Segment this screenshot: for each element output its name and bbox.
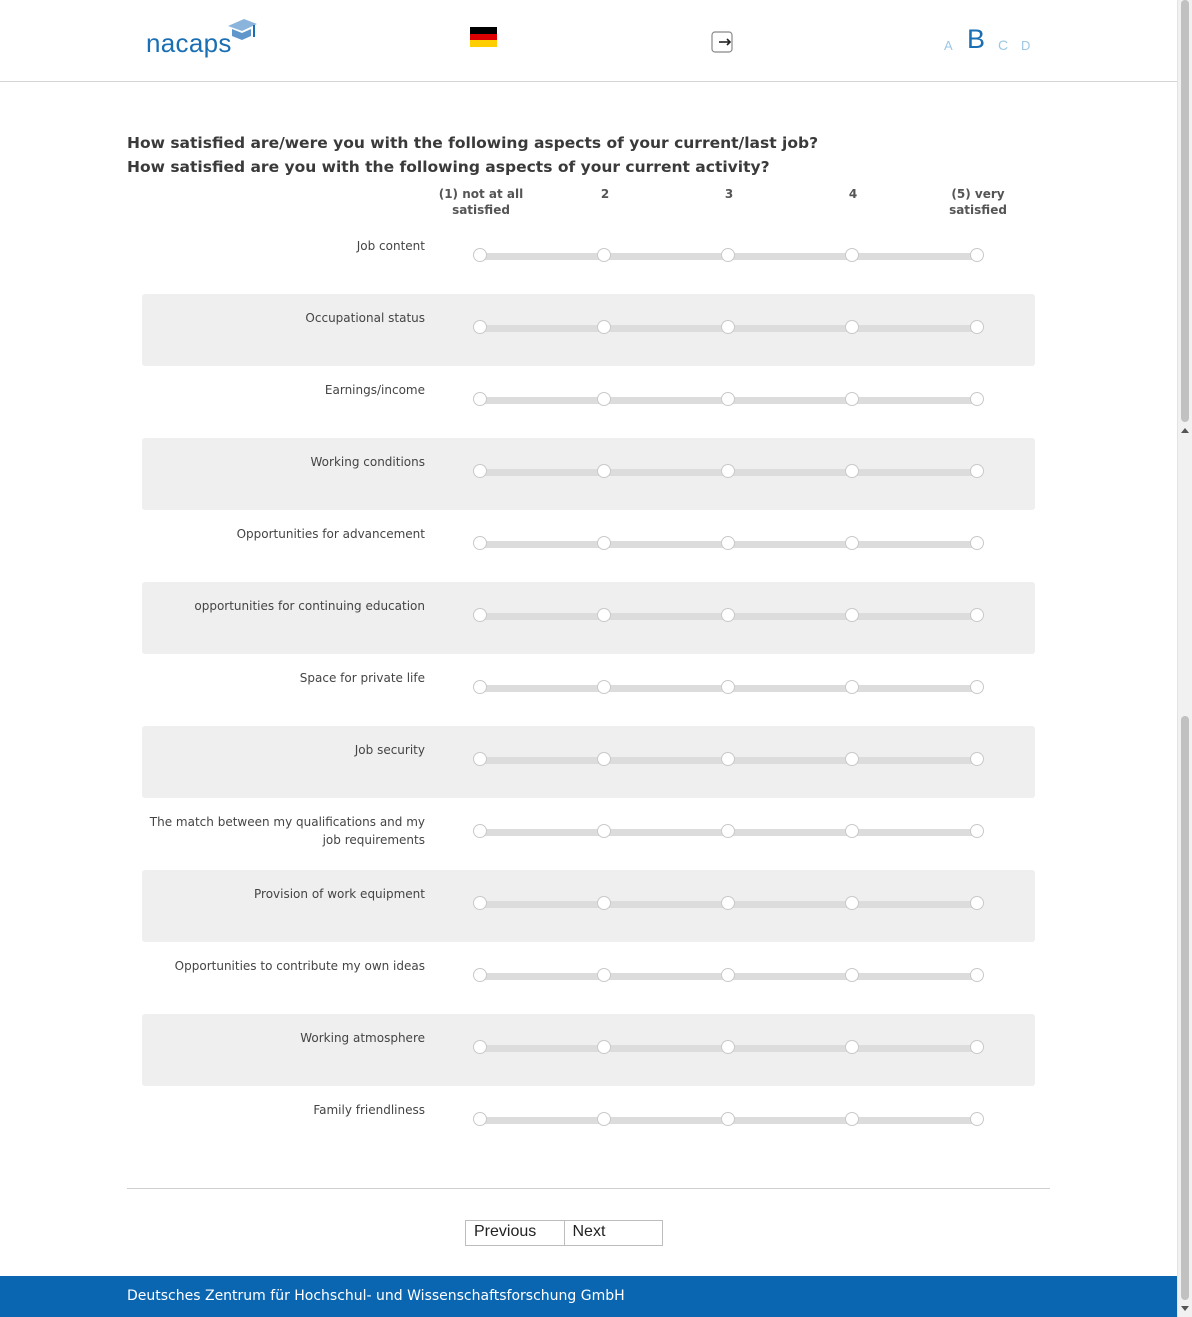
logo-text: nacaps xyxy=(146,28,232,58)
matrix-row-label: Job security xyxy=(354,743,425,757)
german-flag-icon[interactable] xyxy=(470,27,497,47)
rating-radio-3[interactable] xyxy=(721,248,735,262)
scrollbar-thumb-upper[interactable] xyxy=(1181,0,1189,422)
navigation-buttons xyxy=(465,1220,663,1246)
font-size-c[interactable]: C xyxy=(998,37,1009,53)
matrix-row xyxy=(142,294,1035,366)
rating-radio-3[interactable] xyxy=(721,536,735,550)
rating-radio-2[interactable] xyxy=(597,608,611,622)
matrix-row xyxy=(142,1014,1035,1086)
matrix-row-label: The match between my qualifications and my job requirements xyxy=(149,815,425,847)
question-title-line-1: How satisfied are/were you with the following aspects of your current/last job? xyxy=(127,134,819,152)
rating-radio-5[interactable] xyxy=(970,320,984,334)
matrix-row-label: opportunities for continuing education xyxy=(194,599,425,613)
rating-radio-1[interactable] xyxy=(473,1112,487,1126)
rating-radio-2[interactable] xyxy=(597,752,611,766)
scale-label-3: 3 xyxy=(724,187,734,201)
rating-radio-2[interactable] xyxy=(597,320,611,334)
rating-radio-1[interactable] xyxy=(473,536,487,550)
matrix-row xyxy=(142,438,1035,510)
matrix-row xyxy=(142,726,1035,798)
rating-radio-4[interactable] xyxy=(845,896,859,910)
rating-radio-1[interactable] xyxy=(473,680,487,694)
matrix-row-label: Job content xyxy=(356,239,425,253)
scale-label-2: 2 xyxy=(600,187,610,201)
rating-radio-5[interactable] xyxy=(970,1040,984,1054)
nacaps-logo[interactable] xyxy=(146,18,266,62)
matrix-row-label: Opportunities to contribute my own ideas xyxy=(174,959,425,973)
rating-radio-1[interactable] xyxy=(473,896,487,910)
rating-radio-2[interactable] xyxy=(597,536,611,550)
rating-radio-1[interactable] xyxy=(473,752,487,766)
rating-radio-2[interactable] xyxy=(597,392,611,406)
matrix-row xyxy=(142,510,1035,582)
matrix-row-label: Opportunities for advancement xyxy=(236,527,425,541)
rating-radio-4[interactable] xyxy=(845,1040,859,1054)
flag-stripe-red xyxy=(470,34,497,41)
rating-radio-3[interactable] xyxy=(721,680,735,694)
matrix-row-label: Family friendliness xyxy=(313,1103,425,1117)
rating-radio-4[interactable] xyxy=(845,248,859,262)
matrix-row-label: Provision of work equipment xyxy=(254,887,425,901)
rating-radio-4[interactable] xyxy=(845,536,859,550)
rating-radio-1[interactable] xyxy=(473,1040,487,1054)
rating-radio-2[interactable] xyxy=(597,968,611,982)
rating-radio-3[interactable] xyxy=(721,1040,735,1054)
rating-radio-5[interactable] xyxy=(970,752,984,766)
rating-radio-4[interactable] xyxy=(845,968,859,982)
scale-label-5: (5) very satisfied xyxy=(949,187,1007,217)
rating-radio-2[interactable] xyxy=(597,1040,611,1054)
rating-radio-1[interactable] xyxy=(473,248,487,262)
rating-radio-2[interactable] xyxy=(597,824,611,838)
scrollbar[interactable] xyxy=(1177,0,1192,1317)
flag-stripe-gold xyxy=(470,40,497,47)
rating-radio-5[interactable] xyxy=(970,536,984,550)
rating-radio-4[interactable] xyxy=(845,608,859,622)
rating-radio-4[interactable] xyxy=(845,1112,859,1126)
question-title-line-2: How satisfied are you with the following aspects of your current activity? xyxy=(127,158,770,176)
rating-radio-1[interactable] xyxy=(473,608,487,622)
graduation-cap-icon xyxy=(226,18,258,44)
matrix-row xyxy=(142,870,1035,942)
divider xyxy=(127,1188,1050,1189)
matrix-row xyxy=(142,366,1035,438)
font-size-b[interactable]: B xyxy=(967,24,986,54)
rating-radio-5[interactable] xyxy=(970,968,984,982)
rating-radio-3[interactable] xyxy=(721,608,735,622)
previous-button[interactable]: Previous xyxy=(474,1223,537,1240)
font-size-d[interactable]: D xyxy=(1021,38,1031,53)
matrix-row xyxy=(142,1086,1035,1158)
matrix-row xyxy=(142,582,1035,654)
scale-label-4: 4 xyxy=(848,187,858,201)
rating-radio-3[interactable] xyxy=(721,752,735,766)
rating-radio-3[interactable] xyxy=(721,896,735,910)
rating-radio-1[interactable] xyxy=(473,464,487,478)
rating-radio-5[interactable] xyxy=(970,608,984,622)
rating-radio-5[interactable] xyxy=(970,1112,984,1126)
matrix-row xyxy=(142,942,1035,1014)
rating-radio-2[interactable] xyxy=(597,896,611,910)
rating-radio-5[interactable] xyxy=(970,680,984,694)
rating-radio-3[interactable] xyxy=(721,320,735,334)
next-button[interactable]: Next xyxy=(564,1221,663,1245)
rating-radio-1[interactable] xyxy=(473,824,487,838)
rating-radio-4[interactable] xyxy=(845,824,859,838)
rating-radio-3[interactable] xyxy=(721,1112,735,1126)
rating-radio-3[interactable] xyxy=(721,968,735,982)
scale-label-1: (1) not at all satisfied xyxy=(438,187,524,217)
rating-radio-4[interactable] xyxy=(845,464,859,478)
rating-radio-2[interactable] xyxy=(597,680,611,694)
rating-radio-5[interactable] xyxy=(970,392,984,406)
header xyxy=(0,0,1177,82)
flag-stripe-black xyxy=(470,27,497,34)
scroll-down-arrow-icon[interactable] xyxy=(1181,1306,1189,1311)
rating-radio-2[interactable] xyxy=(597,1112,611,1126)
font-size-a[interactable]: A xyxy=(944,38,953,53)
rating-radio-4[interactable] xyxy=(845,320,859,334)
matrix-row-label: Space for private life xyxy=(299,671,425,685)
matrix-row xyxy=(142,798,1035,870)
question-title xyxy=(127,131,818,179)
matrix-row-label: Earnings/income xyxy=(324,383,425,397)
rating-radio-1[interactable] xyxy=(473,320,487,334)
matrix-row-label: Working conditions xyxy=(310,455,425,469)
rating-radio-5[interactable] xyxy=(970,896,984,910)
rating-radio-4[interactable] xyxy=(845,680,859,694)
rating-radio-5[interactable] xyxy=(970,248,984,262)
rating-radio-1[interactable] xyxy=(473,392,487,406)
scrollbar-thumb[interactable] xyxy=(1181,716,1189,1300)
footer-text: Deutsches Zentrum für Hochschul- und Wissenschaftsforschung GmbH xyxy=(127,1288,625,1304)
rating-radio-4[interactable] xyxy=(845,752,859,766)
matrix-row xyxy=(142,222,1035,294)
rating-radio-1[interactable] xyxy=(473,968,487,982)
rating-radio-2[interactable] xyxy=(597,248,611,262)
matrix-row-label: Working atmosphere xyxy=(300,1031,425,1045)
matrix-row xyxy=(142,654,1035,726)
rating-radio-5[interactable] xyxy=(970,824,984,838)
rating-radio-2[interactable] xyxy=(597,464,611,478)
scroll-up-arrow-icon[interactable] xyxy=(1181,428,1189,433)
rating-radio-4[interactable] xyxy=(845,392,859,406)
rating-radio-3[interactable] xyxy=(721,824,735,838)
rating-radio-3[interactable] xyxy=(721,392,735,406)
rating-radio-3[interactable] xyxy=(721,464,735,478)
rating-radio-5[interactable] xyxy=(970,464,984,478)
logout-icon[interactable] xyxy=(711,31,733,53)
footer xyxy=(0,1276,1177,1317)
matrix-row-label: Occupational status xyxy=(305,311,425,325)
